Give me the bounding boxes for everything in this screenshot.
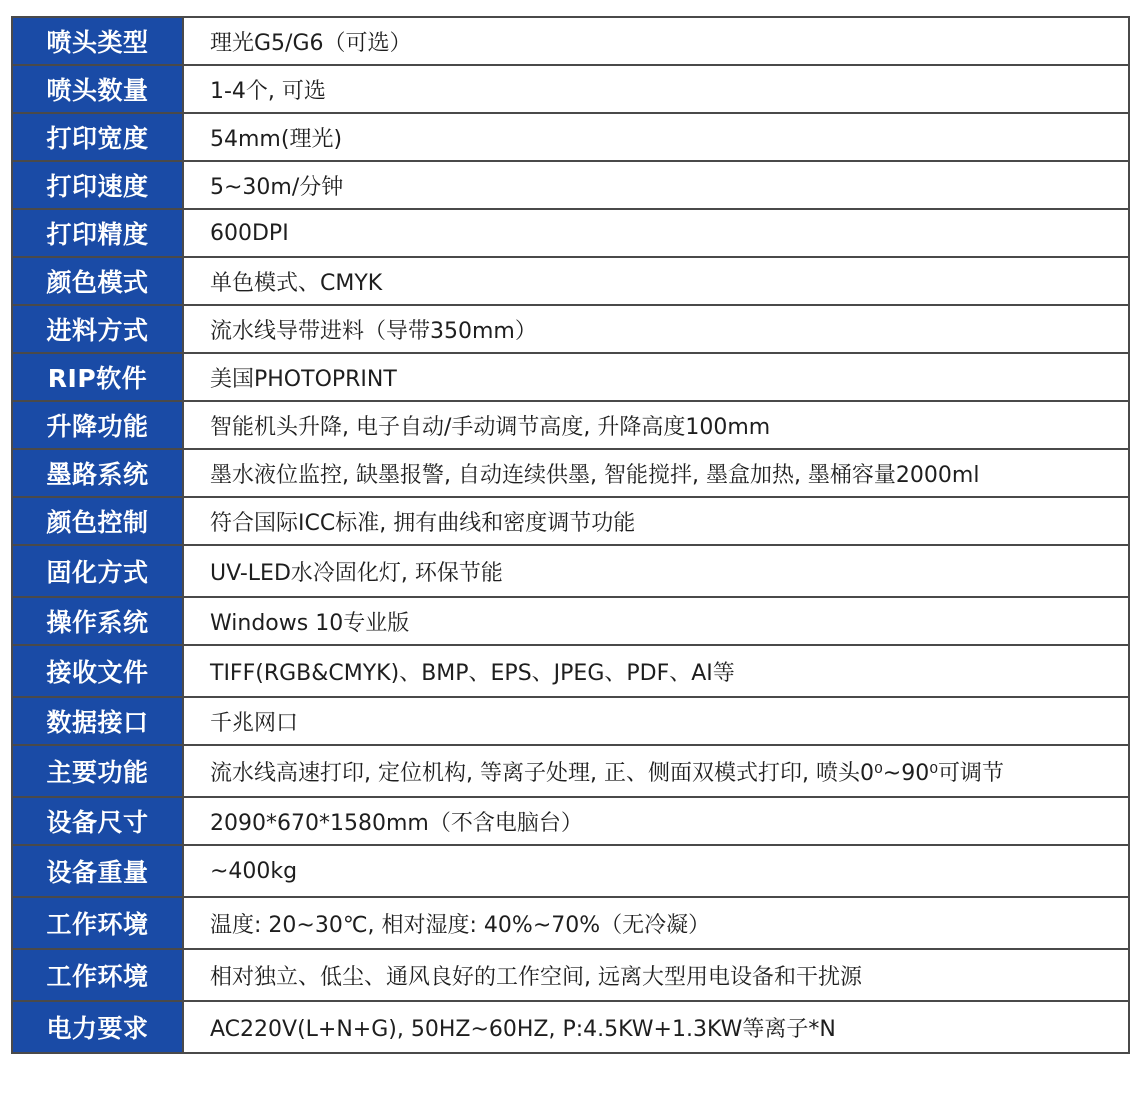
table-row [12, 17, 1129, 65]
spec-value: 流水线导带进料（导带350mm） [183, 305, 1129, 353]
table-row [12, 949, 1129, 1001]
table-row [12, 1001, 1129, 1053]
spec-label: 颜色控制 [12, 497, 183, 545]
table-row [12, 401, 1129, 449]
spec-value: 单色模式、CMYK [183, 257, 1129, 305]
table-row [12, 353, 1129, 401]
spec-label: RIP软件 [12, 353, 183, 401]
spec-value: 相对独立、低尘、通风良好的工作空间, 远离大型用电设备和干扰源 [183, 949, 1129, 1001]
spec-value: TIFF(RGB&CMYK)、BMP、EPS、JPEG、PDF、AI等 [183, 645, 1129, 697]
spec-label: 打印速度 [12, 161, 183, 209]
spec-label: 喷头类型 [12, 17, 183, 65]
spec-value: ~400kg [183, 845, 1129, 897]
spec-label: 工作环境 [12, 949, 183, 1001]
spec-value: UV-LED水冷固化灯, 环保节能 [183, 545, 1129, 597]
table-row [12, 65, 1129, 113]
spec-value: 理光G5/G6（可选） [183, 17, 1129, 65]
spec-value: 温度: 20~30℃, 相对湿度: 40%~70%（无冷凝） [183, 897, 1129, 949]
spec-label: 颜色模式 [12, 257, 183, 305]
spec-label: 升降功能 [12, 401, 183, 449]
spec-label: 打印精度 [12, 209, 183, 257]
spec-value: 千兆网口 [183, 697, 1129, 745]
spec-label: 设备尺寸 [12, 797, 183, 845]
spec-label: 墨路系统 [12, 449, 183, 497]
table-row [12, 449, 1129, 497]
table-row [12, 845, 1129, 897]
spec-label: 打印宽度 [12, 113, 183, 161]
spec-label: 设备重量 [12, 845, 183, 897]
spec-value: Windows 10专业版 [183, 597, 1129, 645]
spec-label: 喷头数量 [12, 65, 183, 113]
spec-value: 流水线高速打印, 定位机构, 等离子处理, 正、侧面双模式打印, 喷头0⁰~90⁰可调节 [183, 745, 1129, 797]
spec-label: 接收文件 [12, 645, 183, 697]
spec-table [11, 16, 1130, 1054]
table-row [12, 113, 1129, 161]
table-row [12, 745, 1129, 797]
table-row [12, 209, 1129, 257]
spec-label: 操作系统 [12, 597, 183, 645]
spec-value: 2090*670*1580mm（不含电脑台） [183, 797, 1129, 845]
table-row [12, 161, 1129, 209]
table-row [12, 257, 1129, 305]
spec-label: 进料方式 [12, 305, 183, 353]
table-row [12, 797, 1129, 845]
table-row [12, 597, 1129, 645]
table-row [12, 545, 1129, 597]
spec-value: 600DPI [183, 209, 1129, 257]
table-row [12, 645, 1129, 697]
spec-label: 固化方式 [12, 545, 183, 597]
spec-label: 主要功能 [12, 745, 183, 797]
spec-value: 墨水液位监控, 缺墨报警, 自动连续供墨, 智能搅拌, 墨盒加热, 墨桶容量2000ml [183, 449, 1129, 497]
spec-label: 数据接口 [12, 697, 183, 745]
spec-label: 电力要求 [12, 1001, 183, 1053]
table-row [12, 497, 1129, 545]
table-row [12, 305, 1129, 353]
spec-value: 智能机头升降, 电子自动/手动调节高度, 升降高度100mm [183, 401, 1129, 449]
spec-value: AC220V(L+N+G), 50HZ~60HZ, P:4.5KW+1.3KW等离子*N [183, 1001, 1129, 1053]
spec-value: 符合国际ICC标准, 拥有曲线和密度调节功能 [183, 497, 1129, 545]
spec-value: 1-4个, 可选 [183, 65, 1129, 113]
table-row [12, 897, 1129, 949]
spec-value: 美国PHOTOPRINT [183, 353, 1129, 401]
spec-label: 工作环境 [12, 897, 183, 949]
table-row [12, 697, 1129, 745]
spec-value: 54mm(理光) [183, 113, 1129, 161]
spec-value: 5~30m/分钟 [183, 161, 1129, 209]
